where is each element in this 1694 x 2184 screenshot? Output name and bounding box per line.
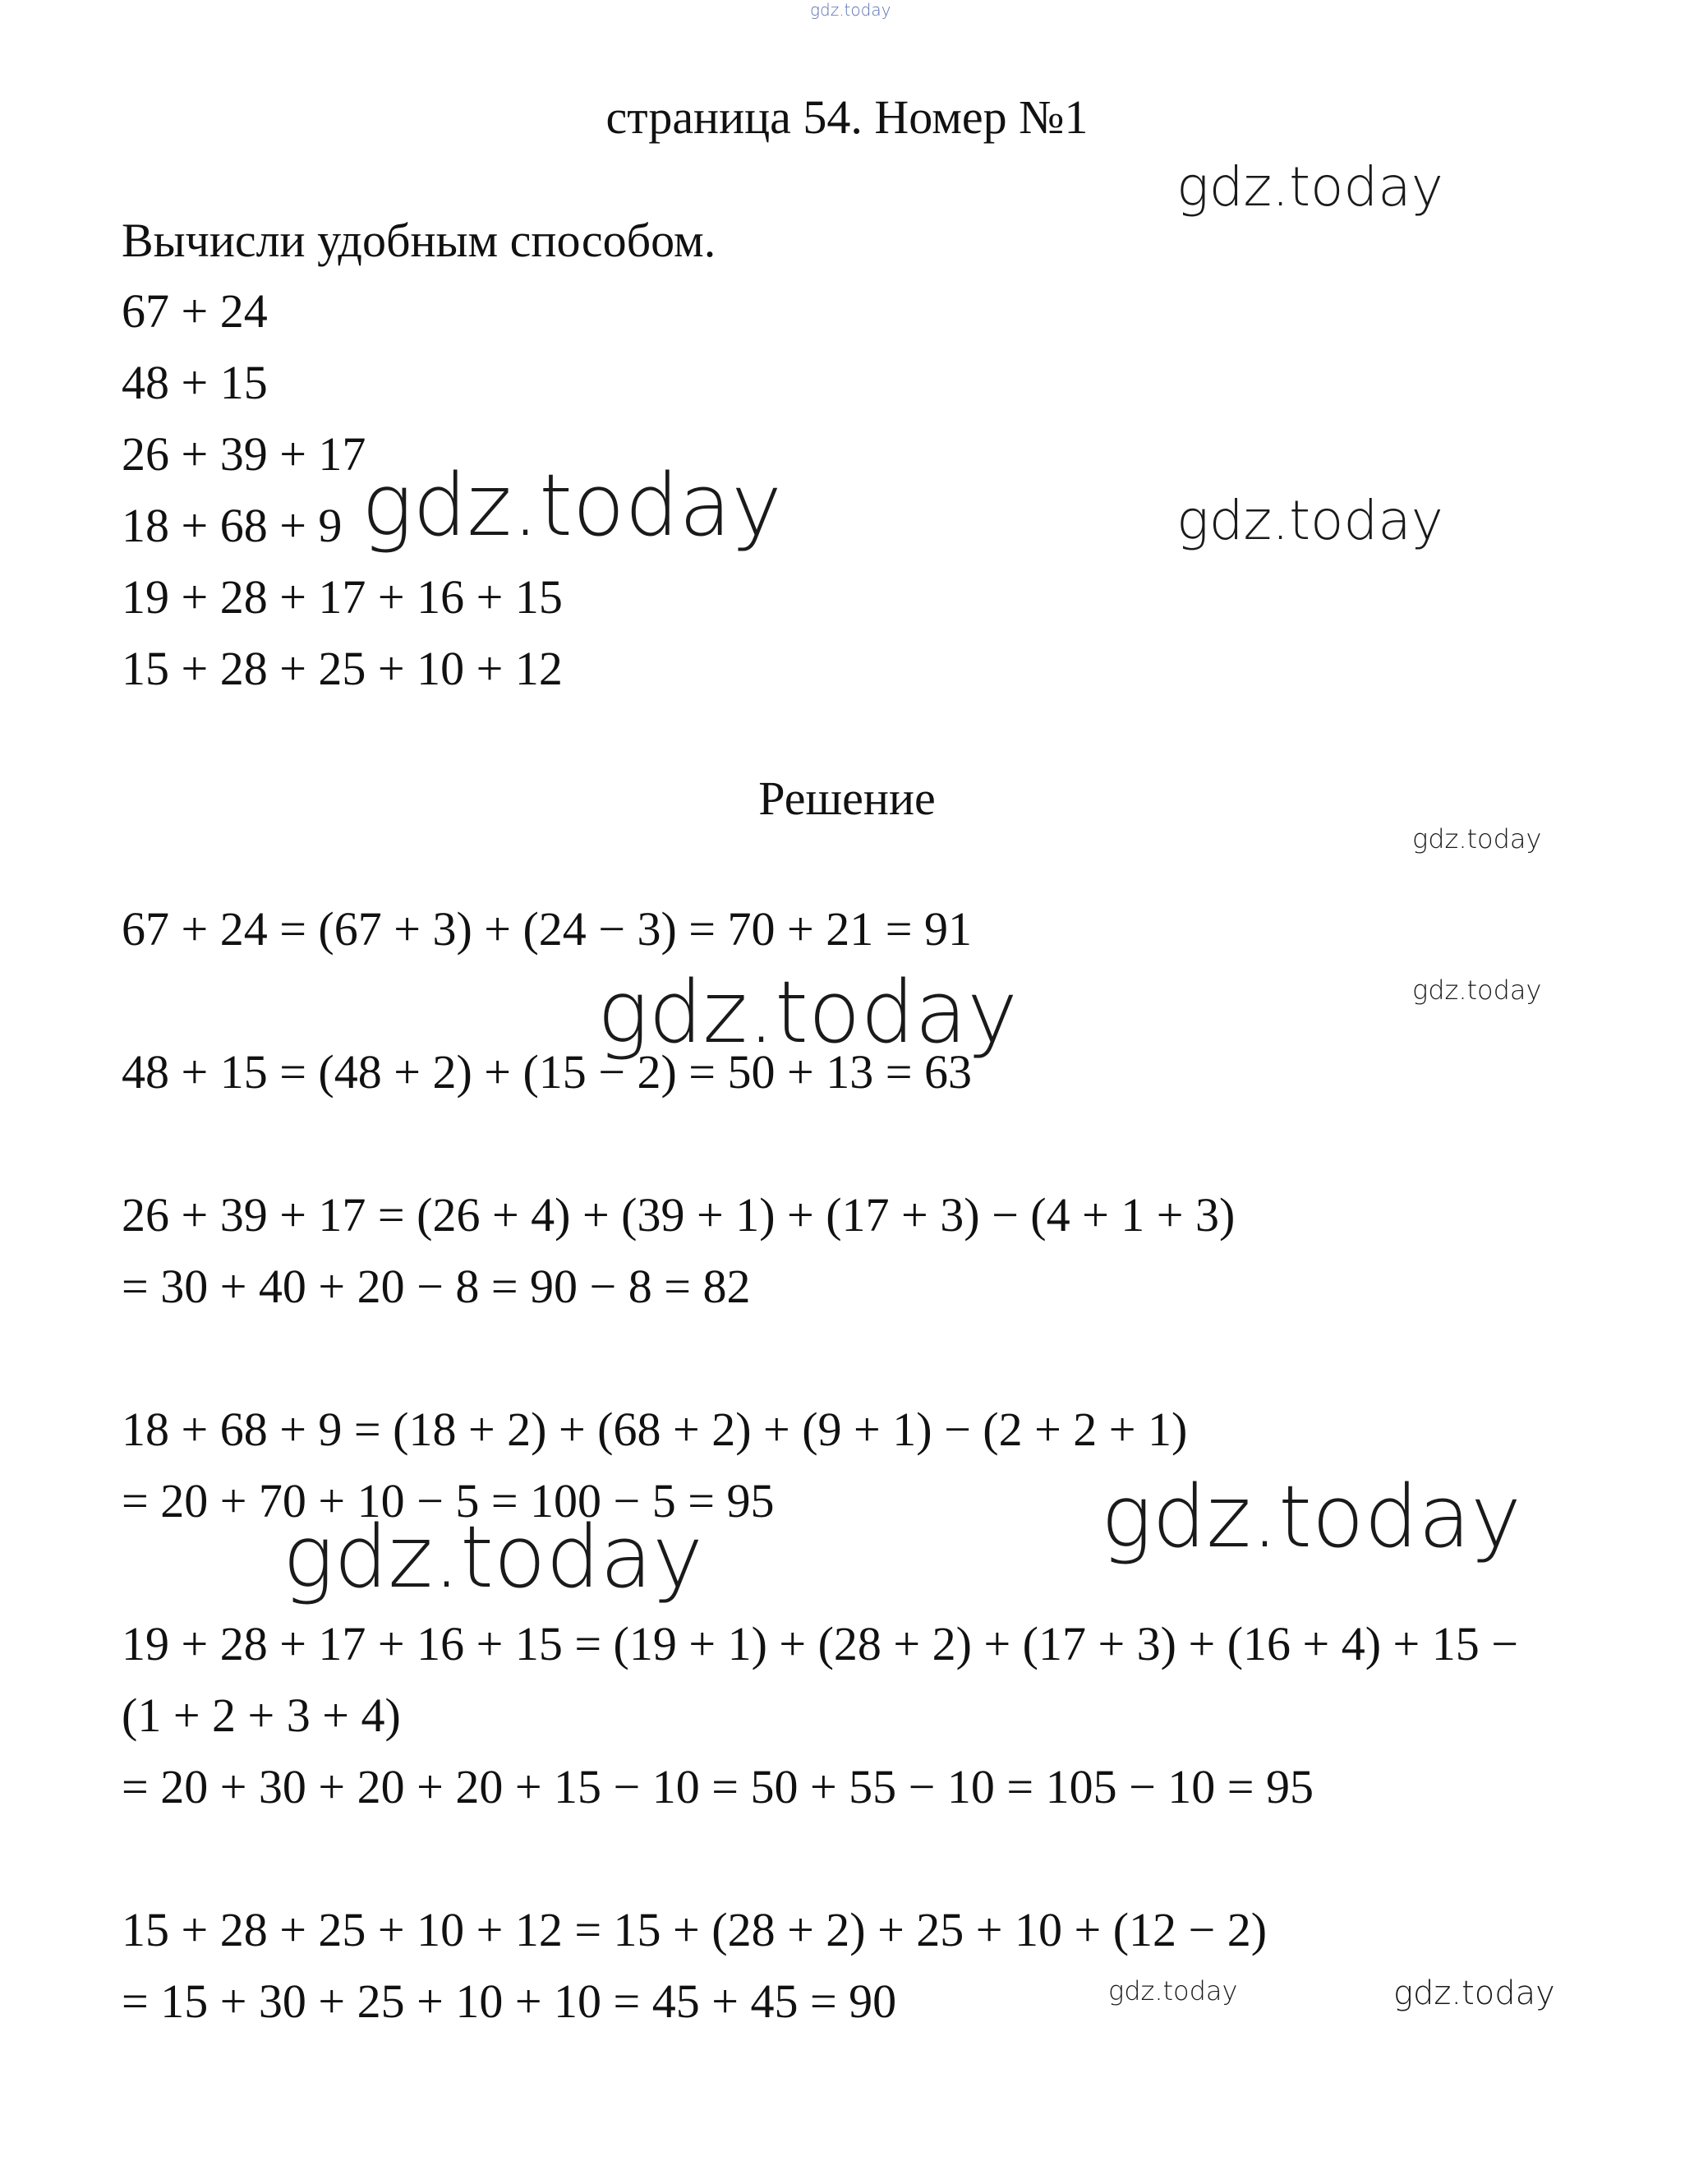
task-expression: 19 + 28 + 17 + 16 + 15 bbox=[122, 570, 563, 624]
watermark: gdz.today bbox=[283, 1507, 703, 1607]
solution-line: 67 + 24 = (67 + 3) + (24 − 3) = 70 + 21 = 91 bbox=[122, 902, 972, 956]
watermark: gdz.today bbox=[361, 455, 782, 555]
solution-line: 48 + 15 = (48 + 2) + (15 − 2) = 50 + 13 = 63 bbox=[122, 1045, 972, 1099]
watermark: gdz.today bbox=[1101, 1467, 1521, 1567]
top-watermark: gdz.today bbox=[810, 0, 891, 20]
solution-heading: Решение bbox=[758, 772, 936, 825]
watermark: gdz.today bbox=[1176, 155, 1443, 219]
solution-line: 19 + 28 + 17 + 16 + 15 = (19 + 1) + (28 + 2) + (17 + 3) + (16 + 4) + 15 − bbox=[122, 1617, 1518, 1670]
solution-line: 26 + 39 + 17 = (26 + 4) + (39 + 1) + (17 + 3) − (4 + 1 + 3) bbox=[122, 1188, 1236, 1242]
watermark: gdz.today bbox=[1412, 975, 1542, 1006]
solution-line: = 30 + 40 + 20 − 8 = 90 − 8 = 82 bbox=[122, 1260, 751, 1313]
task-expression: 26 + 39 + 17 bbox=[122, 427, 366, 481]
solution-line: = 20 + 70 + 10 − 5 = 100 − 5 = 95 bbox=[122, 1474, 775, 1527]
watermark: gdz.today bbox=[597, 962, 1018, 1062]
watermark: gdz.today bbox=[1176, 489, 1443, 552]
task-instruction: Вычисли удобным способом. bbox=[122, 214, 716, 267]
solution-line: (1 + 2 + 3 + 4) bbox=[122, 1689, 401, 1742]
solution-line: = 15 + 30 + 25 + 10 + 10 = 45 + 45 = 90 bbox=[122, 1974, 897, 2028]
task-expression: 48 + 15 bbox=[122, 356, 268, 409]
watermark: gdz.today bbox=[1108, 1975, 1238, 2007]
solution-line: = 20 + 30 + 20 + 20 + 15 − 10 = 50 + 55 − 10 = 105 − 10 = 95 bbox=[122, 1760, 1314, 1813]
page-title: страница 54. Номер №1 bbox=[605, 90, 1089, 144]
task-expression: 15 + 28 + 25 + 10 + 12 bbox=[122, 642, 563, 695]
watermark: gdz.today bbox=[1393, 1974, 1555, 2012]
watermark: gdz.today bbox=[1412, 823, 1542, 855]
solution-line: 18 + 68 + 9 = (18 + 2) + (68 + 2) + (9 + 1) − (2 + 2 + 1) bbox=[122, 1403, 1188, 1456]
task-expression: 18 + 68 + 9 bbox=[122, 499, 343, 552]
task-expression: 67 + 24 bbox=[122, 284, 268, 338]
solution-line: 15 + 28 + 25 + 10 + 12 = 15 + (28 + 2) + 25 + 10 + (12 − 2) bbox=[122, 1903, 1268, 1956]
